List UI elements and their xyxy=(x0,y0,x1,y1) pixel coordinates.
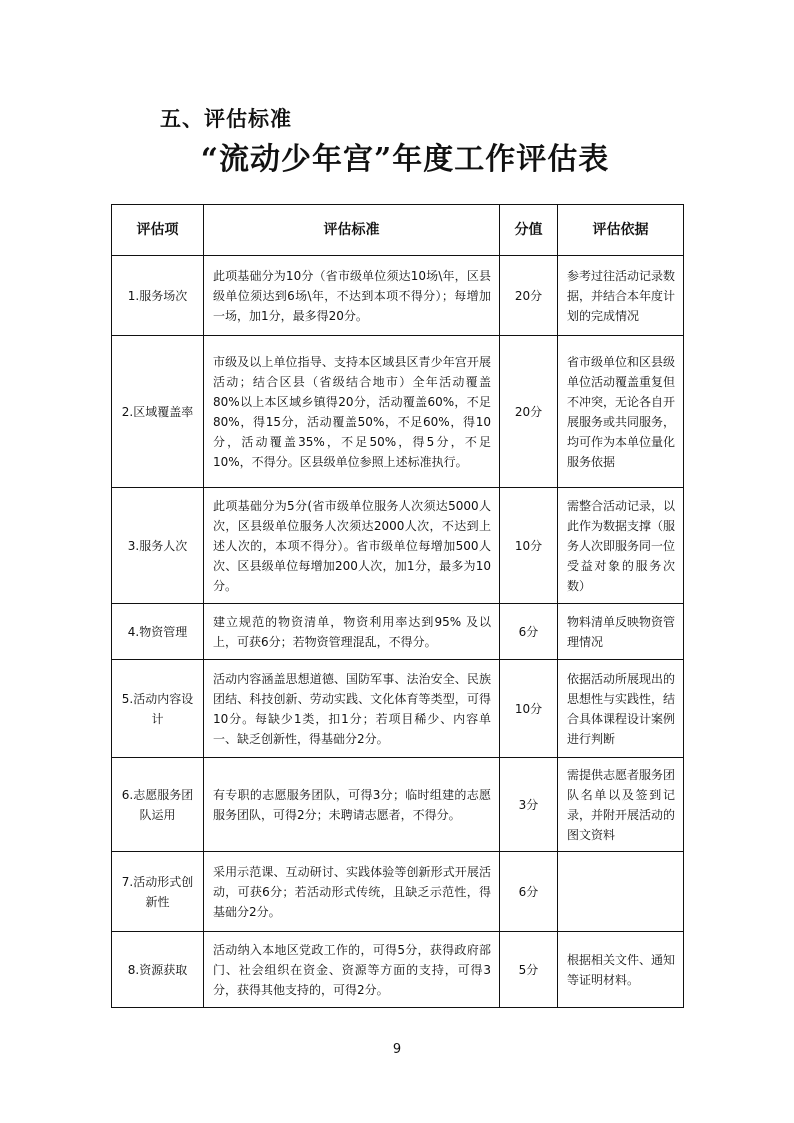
row-score: 10分 xyxy=(500,488,558,604)
row-criteria: 市级及以上单位指导、支持本区域县区青少年宫开展活动；结合区县（省级结合地市）全年活动覆盖80%以上本区域乡镇得20分，活动覆盖60%，不足80%，得15分，活动覆盖50%，不足60%，得10分，活动覆盖35%，不足50%，得5分，不足10%，不得分。区县级单位参照上述标准执行。 xyxy=(204,336,500,488)
row-item: 3.服务人次 xyxy=(112,488,204,604)
row-item: 1.服务场次 xyxy=(112,256,204,336)
table-row xyxy=(112,660,684,758)
row-basis: 参考过往活动记录数据，并结合本年度计划的完成情况 xyxy=(558,256,684,336)
row-basis: 需提供志愿者服务团队名单以及签到记录，并附开展活动的图文资料 xyxy=(558,758,684,852)
document-title-text: “流动少年宫”年度工作评估表 xyxy=(200,142,610,177)
row-basis: 物料清单反映物资管理情况 xyxy=(558,604,684,660)
row-criteria: 此项基础分为5分(省市级单位服务人次须达5000人次，区县级单位服务人次须达2000人次，不达到上述人次的，本项不得分）。省市级单位每增加500人次、区县级单位每增加200人次，加1分，最多为10分。 xyxy=(204,488,500,604)
table-row xyxy=(112,488,684,604)
row-score: 5分 xyxy=(500,932,558,1008)
row-criteria: 有专职的志愿服务团队，可得3分；临时组建的志愿服务团队，可得2分；未聘请志愿者，不得分。 xyxy=(204,758,500,852)
row-score: 20分 xyxy=(500,336,558,488)
row-item: 2.区域覆盖率 xyxy=(112,336,204,488)
row-basis: 根据相关文件、通知等证明材料。 xyxy=(558,932,684,1008)
row-basis: 省市级单位和区县级单位活动覆盖重复但不冲突，无论各自开展服务或共同服务，均可作为本单位量化服务依据 xyxy=(558,336,684,488)
table-row xyxy=(112,932,684,1008)
table-row xyxy=(112,336,684,488)
row-basis: 依据活动所展现出的思想性与实践性，结合具体课程设计案例进行判断 xyxy=(558,660,684,758)
header-item: 评估项 xyxy=(112,205,204,256)
document-title xyxy=(0,134,794,178)
row-item: 8.资源获取 xyxy=(112,932,204,1008)
table-header-row xyxy=(112,205,684,256)
row-criteria: 活动纳入本地区党政工作的，可得5分，获得政府部门、社会组织在资金、资源等方面的支持，可得3分，获得其他支持的，可得2分。 xyxy=(204,932,500,1008)
table-row xyxy=(112,758,684,852)
header-basis: 评估依据 xyxy=(558,205,684,256)
row-basis: 需整合活动记录，以此作为数据支撑（服务人次即服务同一位受益对象的服务次数） xyxy=(558,488,684,604)
row-score: 6分 xyxy=(500,604,558,660)
table-row xyxy=(112,256,684,336)
row-score: 10分 xyxy=(500,660,558,758)
row-criteria: 采用示范课、互动研讨、实践体验等创新形式开展活动，可获6分；若活动形式传统，且缺乏示范性，得基础分2分。 xyxy=(204,852,500,932)
row-basis xyxy=(558,852,684,932)
row-item: 5.活动内容设计 xyxy=(112,660,204,758)
section-heading: 五、评估标准 xyxy=(160,107,292,131)
row-criteria: 此项基础分为10分（省市级单位须达10场\年，区县级单位须达到6场\年，不达到本项不得分）；每增加一场，加1分，最多得20分。 xyxy=(204,256,500,336)
row-score: 3分 xyxy=(500,758,558,852)
row-item: 6.志愿服务团队运用 xyxy=(112,758,204,852)
evaluation-table xyxy=(111,204,684,1008)
row-item: 4.物资管理 xyxy=(112,604,204,660)
table-row xyxy=(112,852,684,932)
row-criteria: 活动内容涵盖思想道德、国防军事、法治安全、民族团结、科技创新、劳动实践、文化体育等类型，可得10分。每缺少1类，扣1分；若项目稀少、内容单一、缺乏创新性，得基础分2分。 xyxy=(204,660,500,758)
row-criteria: 建立规范的物资清单，物资利用率达到95% 及以上，可获6分；若物资管理混乱，不得分。 xyxy=(204,604,500,660)
header-score: 分值 xyxy=(500,205,558,256)
row-score: 20分 xyxy=(500,256,558,336)
header-criteria: 评估标准 xyxy=(204,205,500,256)
table-row xyxy=(112,604,684,660)
row-item: 7.活动形式创新性 xyxy=(112,852,204,932)
page-number: 9 xyxy=(392,1042,402,1057)
row-score: 6分 xyxy=(500,852,558,932)
